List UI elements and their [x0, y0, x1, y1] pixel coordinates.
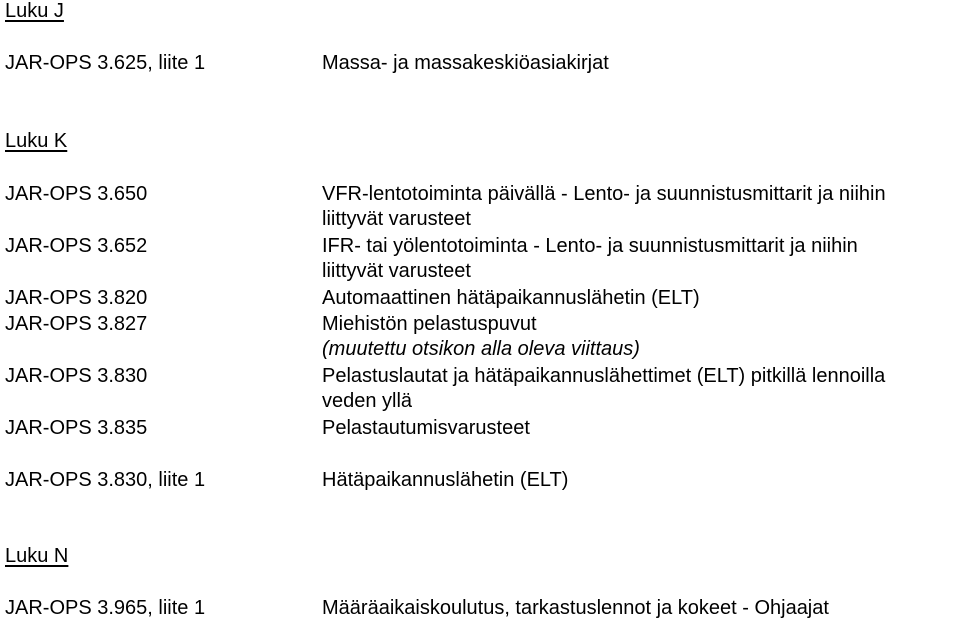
entry-ref: JAR-OPS 3.830 — [5, 365, 148, 387]
entry-description-continuation: liittyvät varusteet — [322, 208, 471, 230]
entry-ref: JAR-OPS 3.965, liite 1 — [5, 597, 206, 619]
entry-ref: JAR-OPS 3.820 — [5, 287, 148, 309]
entry-description-continuation: liittyvät varusteet — [322, 260, 471, 282]
entry-ref: JAR-OPS 3.835 — [5, 417, 148, 439]
entry-description: Hätäpaikannuslähetin (ELT) — [322, 469, 569, 491]
entry-description: Pelastuslautat ja hätäpaikannuslähettimet (ELT) pitkillä lennoilla — [322, 365, 886, 387]
entry-description: Massa- ja massakeskiöasiakirjat — [322, 52, 609, 74]
entry-ref: JAR-OPS 3.827 — [5, 313, 148, 335]
section-heading-luku-n: Luku N — [5, 545, 69, 567]
entry-note: (muutettu otsikon alla oleva viittaus) — [322, 338, 640, 360]
entry-description: Miehistön pelastuspuvut — [322, 313, 537, 335]
entry-ref: JAR-OPS 3.652 — [5, 235, 148, 257]
entry-ref: JAR-OPS 3.650 — [5, 183, 148, 205]
entry-ref: JAR-OPS 3.625, liite 1 — [5, 52, 206, 74]
entry-description: Automaattinen hätäpaikannuslähetin (ELT) — [322, 287, 700, 309]
entry-description: IFR- tai yölentotoiminta - Lento- ja suunnistusmittarit ja niihin — [322, 235, 858, 257]
entry-ref: JAR-OPS 3.830, liite 1 — [5, 469, 206, 491]
section-heading-luku-k: Luku K — [5, 130, 68, 152]
entry-description: Määräaikaiskoulutus, tarkastuslennot ja kokeet - Ohjaajat — [322, 597, 829, 619]
entry-description-continuation: veden yllä — [322, 390, 413, 412]
section-heading-luku-j: Luku J — [5, 0, 64, 22]
entry-description: VFR-lentotoiminta päivällä - Lento- ja suunnistusmittarit ja niihin — [322, 183, 886, 205]
entry-description: Pelastautumisvarusteet — [322, 417, 530, 439]
